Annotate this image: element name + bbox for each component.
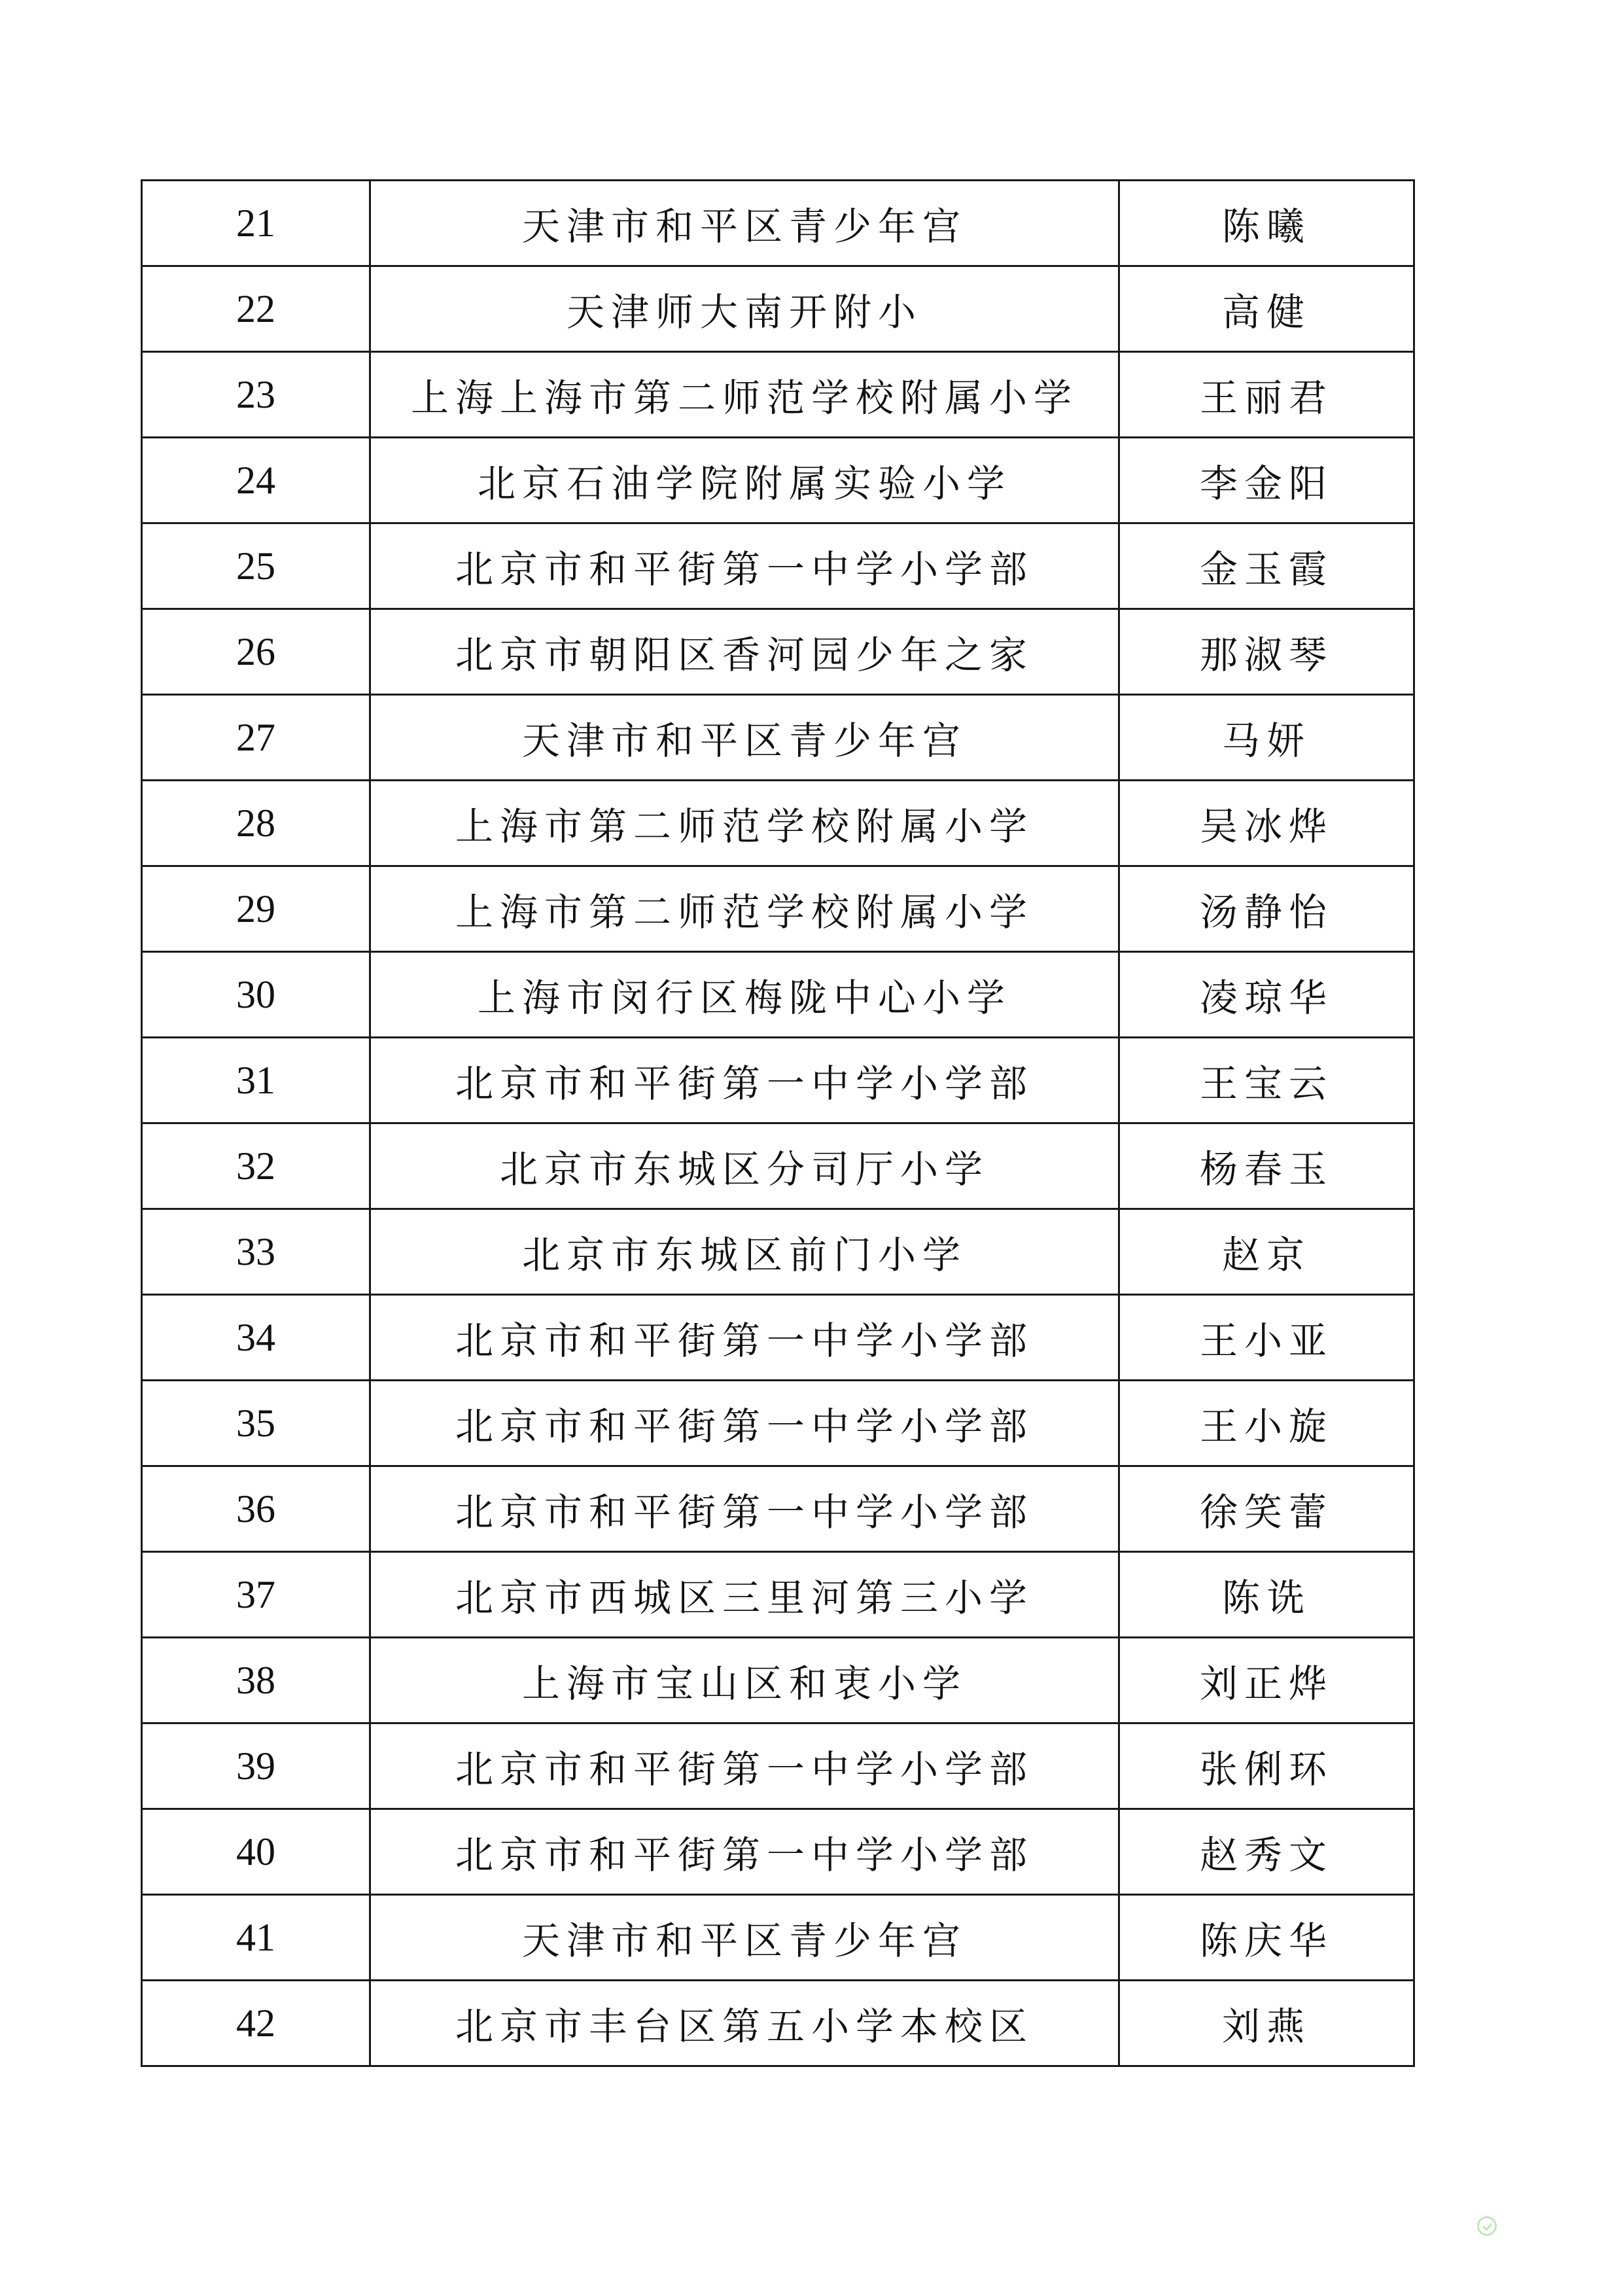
table-row (142, 695, 1414, 781)
table-row (142, 1038, 1414, 1123)
table-row (142, 1295, 1414, 1381)
school-name-cell: 天津市和平区青少年宫 (370, 1895, 1119, 1981)
school-name-cell: 北京石油学院附属实验小学 (370, 438, 1119, 523)
school-name-cell: 北京市和平街第一中学小学部 (370, 1295, 1119, 1381)
person-name-cell: 那淑琴 (1119, 609, 1414, 695)
row-number-cell: 38 (142, 1638, 370, 1723)
person-name-cell: 高健 (1119, 266, 1414, 352)
table-row (142, 781, 1414, 866)
row-number-cell: 37 (142, 1552, 370, 1638)
person-name-cell: 陈曦 (1119, 181, 1414, 266)
school-name-cell: 北京市丰台区第五小学本校区 (370, 1981, 1119, 2066)
row-number-cell: 27 (142, 695, 370, 781)
row-number-cell: 23 (142, 352, 370, 438)
row-number-cell: 25 (142, 523, 370, 609)
person-name-cell: 王小亚 (1119, 1295, 1414, 1381)
row-number-cell: 22 (142, 266, 370, 352)
row-number-cell: 29 (142, 866, 370, 952)
school-name-cell: 上海市宝山区和衷小学 (370, 1638, 1119, 1723)
check-circle-icon (1477, 2216, 1497, 2236)
school-name-cell: 北京市和平街第一中学小学部 (370, 1723, 1119, 1809)
row-number-cell: 34 (142, 1295, 370, 1381)
person-name-cell: 马妍 (1119, 695, 1414, 781)
person-name-cell: 凌琼华 (1119, 952, 1414, 1038)
person-name-cell: 刘燕 (1119, 1981, 1414, 2066)
row-number-cell: 33 (142, 1209, 370, 1295)
table-row (142, 1809, 1414, 1895)
school-name-cell: 上海市第二师范学校附属小学 (370, 866, 1119, 952)
table-row (142, 1552, 1414, 1638)
school-name-cell: 北京市东城区前门小学 (370, 1209, 1119, 1295)
school-name-cell: 北京市朝阳区香河园少年之家 (370, 609, 1119, 695)
table-row (142, 1466, 1414, 1552)
row-number-cell: 26 (142, 609, 370, 695)
person-name-cell: 王宝云 (1119, 1038, 1414, 1123)
school-name-cell: 北京市和平街第一中学小学部 (370, 523, 1119, 609)
school-name-cell: 天津市和平区青少年宫 (370, 181, 1119, 266)
school-name-cell: 北京市和平街第一中学小学部 (370, 1381, 1119, 1466)
person-name-cell: 赵京 (1119, 1209, 1414, 1295)
person-name-cell: 赵秀文 (1119, 1809, 1414, 1895)
row-number-cell: 41 (142, 1895, 370, 1981)
school-name-cell: 上海市闵行区梅陇中心小学 (370, 952, 1119, 1038)
person-name-cell: 刘正烨 (1119, 1638, 1414, 1723)
table-row (142, 1381, 1414, 1466)
person-name-cell: 王丽君 (1119, 352, 1414, 438)
row-number-cell: 30 (142, 952, 370, 1038)
table-row (142, 266, 1414, 352)
school-name-cell: 北京市和平街第一中学小学部 (370, 1466, 1119, 1552)
table-row (142, 181, 1414, 266)
table-row (142, 1723, 1414, 1809)
person-name-cell: 汤静怡 (1119, 866, 1414, 952)
school-name-cell: 北京市和平街第一中学小学部 (370, 1809, 1119, 1895)
school-name-cell: 上海上海市第二师范学校附属小学 (370, 352, 1119, 438)
row-number-cell: 35 (142, 1381, 370, 1466)
table-row (142, 352, 1414, 438)
school-name-cell: 北京市西城区三里河第三小学 (370, 1552, 1119, 1638)
person-name-cell: 陈庆华 (1119, 1895, 1414, 1981)
person-name-cell: 吴冰烨 (1119, 781, 1414, 866)
row-number-cell: 31 (142, 1038, 370, 1123)
person-name-cell: 李金阳 (1119, 438, 1414, 523)
table-row (142, 1981, 1414, 2066)
table-row (142, 1123, 1414, 1209)
table-row (142, 952, 1414, 1038)
school-name-cell: 天津师大南开附小 (370, 266, 1119, 352)
school-name-cell: 上海市第二师范学校附属小学 (370, 781, 1119, 866)
person-name-cell: 杨春玉 (1119, 1123, 1414, 1209)
person-name-cell: 金玉霞 (1119, 523, 1414, 609)
row-number-cell: 36 (142, 1466, 370, 1552)
row-number-cell: 21 (142, 181, 370, 266)
table-row (142, 609, 1414, 695)
row-number-cell: 39 (142, 1723, 370, 1809)
row-number-cell: 28 (142, 781, 370, 866)
row-number-cell: 42 (142, 1981, 370, 2066)
table-row (142, 523, 1414, 609)
school-name-cell: 天津市和平区青少年宫 (370, 695, 1119, 781)
table-row (142, 1895, 1414, 1981)
table-row (142, 1638, 1414, 1723)
person-name-cell: 徐笑蕾 (1119, 1466, 1414, 1552)
row-number-cell: 24 (142, 438, 370, 523)
person-name-cell: 张俐环 (1119, 1723, 1414, 1809)
row-number-cell: 32 (142, 1123, 370, 1209)
row-number-cell: 40 (142, 1809, 370, 1895)
roster-table-body (142, 181, 1414, 2066)
person-name-cell: 王小旋 (1119, 1381, 1414, 1466)
table-row (142, 438, 1414, 523)
roster-table (141, 179, 1415, 2067)
school-name-cell: 北京市东城区分司厅小学 (370, 1123, 1119, 1209)
school-name-cell: 北京市和平街第一中学小学部 (370, 1038, 1119, 1123)
person-name-cell: 陈诜 (1119, 1552, 1414, 1638)
table-row (142, 866, 1414, 952)
table-row (142, 1209, 1414, 1295)
